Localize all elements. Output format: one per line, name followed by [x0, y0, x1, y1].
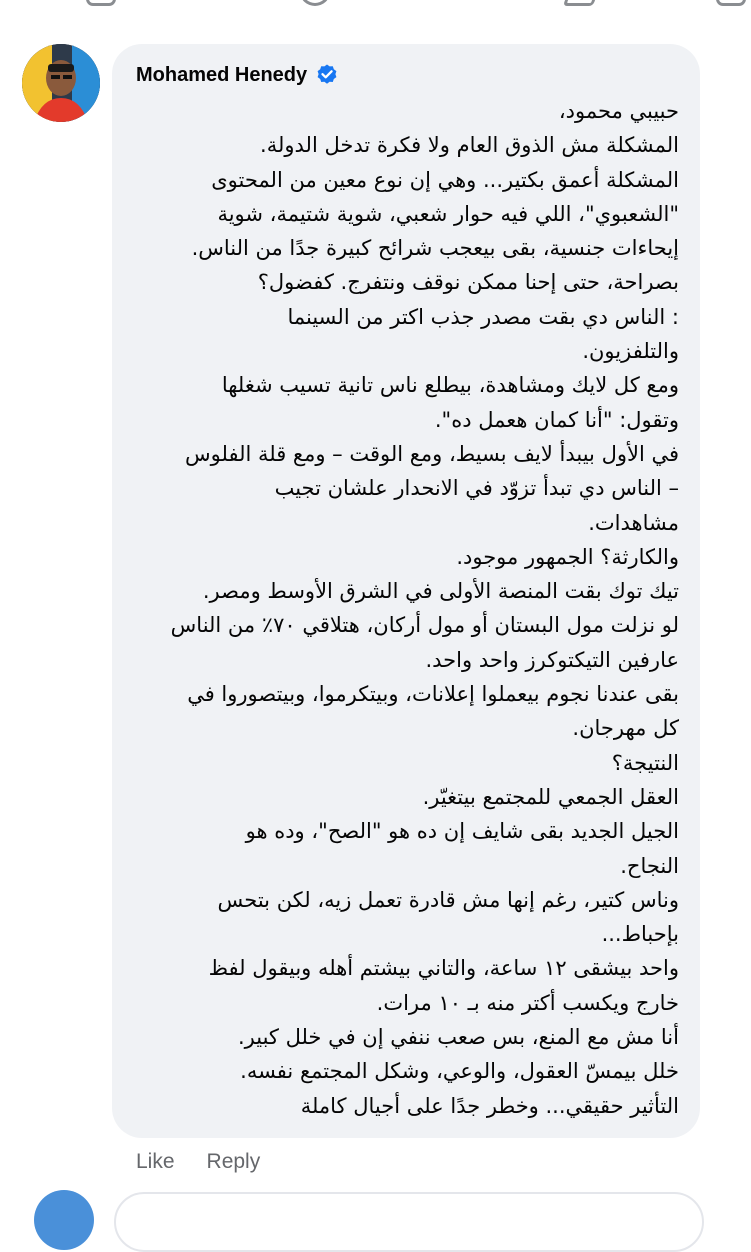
author-name[interactable]: Mohamed Henedy	[136, 63, 308, 86]
comment-line: المشكلة أعمق بكتير... وهي إن نوع معين من المحتوى	[211, 167, 679, 192]
avatar-image	[22, 44, 100, 122]
comment-line: المشكلة مش الذوق العام ولا فكرة تدخل الدولة.	[260, 133, 679, 158]
comment-bubble	[112, 44, 700, 1138]
comment-line: خلل بيمسّ العقول، والوعي، وشكل المجتمع نفسه.	[240, 1059, 679, 1084]
reply-composer	[0, 1186, 751, 1226]
comment-line: "الشعبوي"، اللي فيه حوار شعبي، شوية شتيمة، شوية	[217, 201, 679, 226]
reply-input[interactable]	[114, 1192, 704, 1252]
comment-line: وناس كتير، رغم إنها مش قادرة تعمل زيه، لكن بتحس	[217, 887, 679, 912]
comment-line: تيك توك بقت المنصة الأولى في الشرق الأوسط ومصر.	[202, 579, 679, 604]
cropped-action-bar	[0, 0, 751, 8]
comment-actions	[136, 1150, 260, 1174]
comment-line: أنا مش مع المنع، بس صعب ننفي إن في خلل كبير.	[237, 1025, 679, 1050]
current-user-avatar	[34, 1190, 94, 1250]
author-row	[136, 63, 339, 87]
comment-line: بصراحة، حتى إحنا ممكن نوقف ونتفرج. كفضول؟	[257, 270, 679, 295]
comment-line: بإحباط...	[601, 922, 679, 947]
comment-line: إيحاءات جنسية، بقى بيعجب شرائح كبيرة جدًا من الناس.	[191, 236, 679, 261]
comment-line: في الأول بيبدأ لايف بسيط، ومع الوقت – ومع قلة الفلوس	[185, 441, 679, 466]
comment-line: العقل الجمعي للمجتمع بيتغيّر.	[422, 784, 679, 809]
comment-icon[interactable]	[300, 0, 330, 6]
comment-line: النجاح.	[620, 853, 679, 878]
comment-line: والكارثة؟ الجمهور موجود.	[456, 544, 679, 569]
like-icon[interactable]	[86, 0, 116, 6]
comment-line: والتلفزيون.	[582, 339, 679, 364]
comment-line: النتيجة؟	[611, 750, 679, 775]
author-avatar[interactable]	[22, 44, 100, 122]
comment-line: – الناس دي تبدأ تزوّد في الانحدار علشان تجيب	[274, 476, 679, 501]
comment-line: التأثير حقيقي... وخطر جدًا على أجيال كاملة	[300, 1093, 679, 1118]
comment-line: ومع كل لايك ومشاهدة، بيطلع ناس تانية تسيب شغلها	[221, 373, 679, 398]
comment-line: خارج ويكسب أكتر منه بـ ١٠ مرات.	[376, 990, 679, 1015]
like-button[interactable]: Like	[136, 1150, 175, 1173]
comment-text	[113, 94, 679, 1123]
comment-line: واحد بيشقى ١٢ ساعة، والتاني بيشتم أهله وبيقول لفظ	[208, 956, 679, 981]
comment-line: وتقول: "أنا كمان هعمل ده".	[434, 407, 679, 432]
comment-line: كل مهرجان.	[572, 716, 679, 741]
comment-line: الجيل الجديد بقى شايف إن ده هو "الصح"، وده هو	[245, 819, 679, 844]
comment-line: لو نزلت مول البستان أو مول أركان، هتلاقي ٧٠٪ من الناس	[170, 613, 679, 638]
share-icon[interactable]	[563, 0, 603, 6]
verified-badge-icon	[315, 63, 339, 87]
comment-line: حبيبي محمود،	[558, 99, 679, 123]
comment-line: مشاهدات.	[588, 510, 679, 535]
reply-button[interactable]: Reply	[206, 1150, 261, 1173]
comment-line: عارفين التيكتوكرز واحد واحد.	[425, 647, 679, 672]
comment-line: بقى عندنا نجوم بيعملوا إعلانات، وبيتكرموا، وبيتصوروا في	[187, 682, 679, 707]
comment-line: : الناس دي بقت مصدر جذب اكتر من السينما	[287, 304, 679, 329]
send-icon[interactable]	[716, 0, 746, 6]
